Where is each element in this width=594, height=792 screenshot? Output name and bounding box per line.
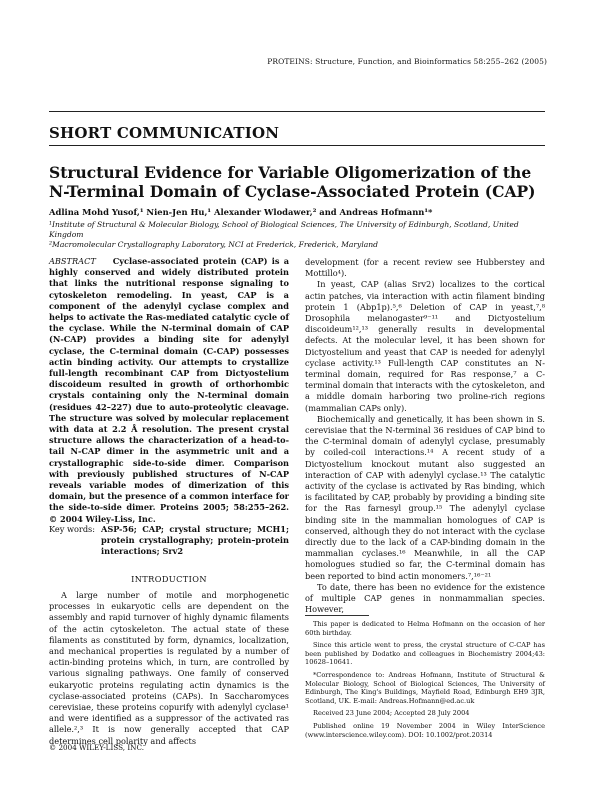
author-list: Adlina Mohd Yusof,¹ Nien-Jen Hu,¹ Alexander Wlodawer,² and Andreas Hofmann¹* xyxy=(49,207,433,217)
paragraph: To date, there has been no evidence for the existence of multiple CAP genes in nonmammalian species. However, xyxy=(305,581,545,615)
abstract-label: ABSTRACT xyxy=(49,256,96,266)
keywords-list: ASP-56; CAP; crystal structure; MCH1; protein crystallography; protein–protein interactions; Srv2 xyxy=(101,524,289,557)
footnote: Since this article went to press, the crystal structure of C-CAP has been published by Dodatko and colleagues in Biochemistry 2004;43: 10628–10641. xyxy=(305,641,545,667)
footnote: Published online 19 November 2004 in Wiley InterScience (www.interscience.wiley.com). DOI: 10.1002/prot.20314 xyxy=(305,721,545,739)
journal-header: PROTEINS: Structure, Function, and Bioinformatics 58:255–262 (2005) xyxy=(267,57,547,66)
affiliation-2: ²Macromolecular Crystallography Laboratory, NCI at Frederick, Frederick, Maryland xyxy=(49,240,379,249)
intro-text: A large number of motile and morphogenetic processes in eukaryotic cells are dependent on the assembly and rapid turnover of highly dynamic filaments of the actin cytoskeleton. The actual state of these filaments as constituted by form, dynamics, localization, and mechanical properties is regulated by a number of actin-binding proteins which, in turn, are controlled by various signaling pathways. One family of conserved eukaryotic proteins regulating actin dynamics is the cyclase-associated proteins (CAPs). In Saccharomyces cerevisiae, these proteins copurify with adenylyl cyclase¹ and were identified as a suppressor of the activated ras allele.²,³ It is now generally accepted that CAP determines cell polarity and affects xyxy=(49,590,289,746)
paragraph: Biochemically and genetically, it has been shown in S. cerevisiae that the N-terminal 36 residues of CAP bind to the C-terminal domain of adenylyl cyclase, presumably by coiled-coil interactions.¹⁴ A recent study of a Dictyostelium knockout mutant also suggested an interaction of CAP with adenylyl cyclase.¹³ The catalytic activity of the cyclase is activated by Ras binding, which is facilitated by CAP, probably by providing a binding site for the Ras farnesyl group.¹⁵ The adenylyl cyclase binding site in the mammalian homologues of CAP is conserved, although they do not interact with the cyclase directly due to the lack of a CAP-binding domain in the mammalian cyclases.¹⁶ Meanwhile, in all the CAP homologues studied so far, the C-terminal domain has been reported to bind actin monomers.⁷,¹⁶⁻²¹ xyxy=(305,413,545,581)
footnotes xyxy=(305,620,545,743)
keywords-label: Key words: xyxy=(49,524,96,534)
section-heading: SHORT COMMUNICATION xyxy=(49,124,280,142)
footnote-rule xyxy=(305,615,369,616)
footnote: Received 23 June 2004; Accepted 28 July 2004 xyxy=(313,709,470,718)
right-column-body xyxy=(305,257,545,616)
intro-heading: INTRODUCTION xyxy=(131,574,207,584)
copyright: © 2004 WILEY-LISS, INC. xyxy=(49,743,144,752)
abstract xyxy=(49,256,289,525)
section-rule xyxy=(49,145,545,146)
abstract-text: Cyclase-associated protein (CAP) is a highly conserved and widely distributed protein that links the nutritional response signaling to cytoskeleton remodeling. In yeast, CAP is a component of the adenylyl cyclase complex and helps to activate the Ras-mediated catalytic cycle of the cyclase. While the N-terminal domain of CAP (N-CAP) provides a binding site for adenylyl cyclase, the C-terminal domain (C-CAP) possesses actin binding activity. Our attempts to crystallize full-length recombinant CAP from Dictyostelium discoideum resulted in growth of orthorhombic crystals containing only the N-terminal domain (residues 42–227) due to auto-proteolytic cleavage. The structure was solved by molecular replacement with data at 2.2 Å resolution. The present crystal structure allows the characterization of a head-to-tail N-CAP dimer in the asymmetric unit and a crystallographic side-to-side dimer. Comparison with previously published structures of N-CAP reveals variable modes of dimerization of this domain, but the presence of a common interface for the side-to-side dimer. Proteins 2005; 58:255–262. © 2004 Wiley-Liss, Inc. xyxy=(49,256,289,524)
footnote: *Correspondence to: Andreas Hofmann, Institute of Structural & Molecular Biology, School of Biological Sciences, The University of Edinburgh, The King's Buildings, Mayfield Road, Edinburgh EH9 3JR, Scotland, UK. E-mail: Andreas.Hofmann@ed.ac.uk xyxy=(305,670,545,705)
affiliation-1: ¹Institute of Structural & Molecular Biology, School of Biological Sciences, The University of Edinburgh, Scotland, United Kingdom xyxy=(49,220,519,239)
paragraph: In yeast, CAP (alias Srv2) localizes to the cortical actin patches, via interaction with actin filament binding protein 1 (Abp1p).⁵,⁶ Deletion of CAP in yeast,⁷,⁸ Drosophila melanogaster⁹⁻¹¹ and Dictyostelium discoideum¹²,¹³ generally results in developmental defects. At the molecular level, it has been shown for Dictyostelium and yeast that CAP is needed for adenylyl cyclase activity.¹³ Full-length CAP constitutes an N-terminal domain, required for Ras response,⁷ a C-terminal domain that interacts with the cytoskeleton, and a middle domain harboring two proline-rich regions (mammalian CAPs only). xyxy=(305,279,545,413)
top-rule xyxy=(49,111,545,112)
keywords xyxy=(49,524,289,558)
footnote: This paper is dedicated to Helma Hofmann on the occasion of her 60th birthday. xyxy=(305,620,545,637)
paragraph: development (for a recent review see Hubberstey and Mottillo⁴). xyxy=(305,257,545,279)
article-title: Structural Evidence for Variable Oligomerization of the N-Terminal Domain of Cyclase-Associated Protein (CAP) xyxy=(49,163,536,201)
